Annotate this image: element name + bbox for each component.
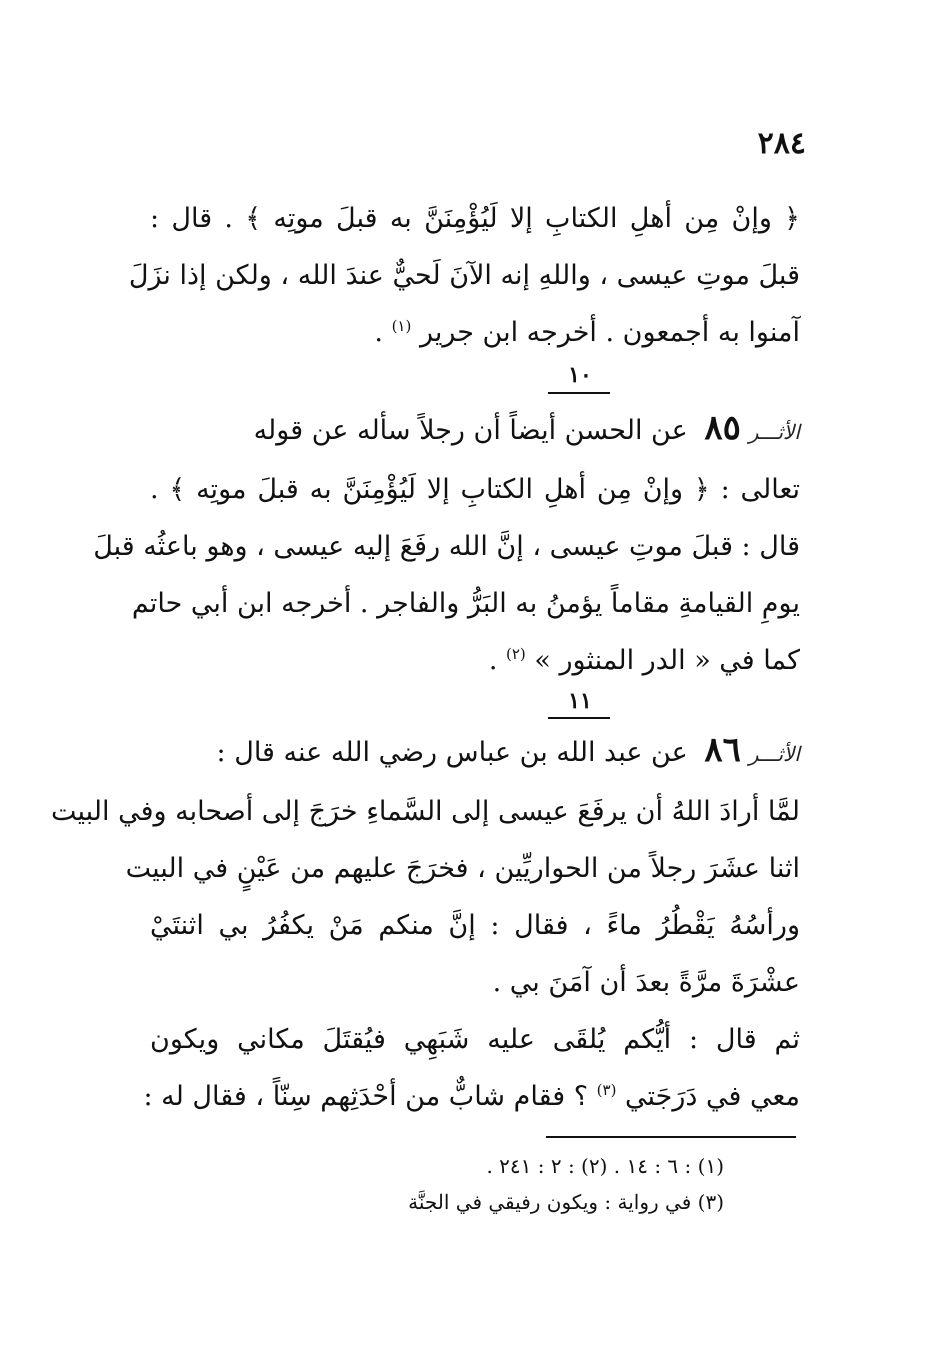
text-line-content: آمنوا به أجمعون . أخرجه ابن جرير bbox=[419, 317, 800, 348]
text-line: ثم قال : أيُّكم يُلقَى عليه شَبَهِي فيُقتَلَ مكاني ويكون bbox=[150, 1024, 800, 1055]
section-rule bbox=[548, 392, 610, 394]
text-line: تعالى : ﴿ وإنْ مِن أهلِ الكتابِ إلا لَيُؤْمِنَنَّ به قبلَ موتِه ﴾ . bbox=[150, 474, 800, 505]
line-end: ؟ فقام شابٌّ من أحْدَثِهم سِنّاً ، فقال له : bbox=[143, 1081, 597, 1112]
athar-number: ٨٥ bbox=[704, 408, 741, 448]
text-line-content: كما في « الدر المنثور » bbox=[534, 645, 800, 676]
section-number: ١٠ bbox=[568, 362, 592, 388]
text-line-content: عن عبد الله بن عباس رضي الله عنه قال : bbox=[216, 737, 688, 768]
text-line: يومِ القيامةِ مقاماً يؤمنُ به البَرُّ والفاجر . أخرجه ابن أبي حاتم bbox=[131, 588, 800, 619]
text-line bbox=[143, 1068, 800, 1125]
footnotes bbox=[408, 1148, 724, 1220]
line-end: . bbox=[374, 317, 392, 348]
text-line: ورأسُهُ يَقْطُرُ ماءً ، فقال : إنَّ منكم مَنْ يكفُرُ بي اثنتَيْ bbox=[150, 910, 800, 941]
footnote-ref: (٢) bbox=[506, 645, 526, 663]
text-line bbox=[150, 632, 800, 689]
athar-label: الأثـــر bbox=[748, 742, 800, 766]
athar-86-paragraph bbox=[50, 722, 800, 1125]
athar-label: الأثـــر bbox=[748, 420, 800, 444]
text-line: عشْرَةَ مرَّةً بعدَ أن آمَنَ بي . bbox=[492, 967, 800, 998]
section-number: ١١ bbox=[568, 688, 592, 714]
footnote-line: (١) : ٦ : ١٤ . (٢) : ٢ : ٢٤١ . bbox=[486, 1154, 724, 1178]
opening-paragraph bbox=[128, 190, 800, 361]
line-end: . bbox=[488, 645, 506, 676]
athar-85-paragraph bbox=[93, 400, 800, 689]
text-line-content: عن الحسن أيضاً أن رجلاً سأله عن قوله bbox=[253, 415, 688, 446]
text-line bbox=[150, 400, 800, 461]
text-line: ﴿ وإنْ مِن أهلِ الكتابِ إلا لَيُؤْمِنَنَّ به قبلَ موتِه ﴾ . قال : bbox=[150, 203, 800, 234]
text-line: لمَّا أرادَ اللهُ أن يرفَعَ عيسى إلى السَّماءِ خرَجَ إلى أصحابه وفي البيت bbox=[50, 796, 800, 827]
text-line: قال : قبلَ موتِ عيسى ، إنَّ الله رفَعَ إليه عيسى ، وهو باعثُه قبلَ bbox=[93, 531, 800, 562]
section-rule bbox=[548, 717, 610, 719]
text-line: اثنا عشَرَ رجلاً من الحواريِّين ، فخرَجَ عليهم من عَيْنٍ في البيت bbox=[125, 853, 800, 884]
text-line-content: معي في دَرَجَتي bbox=[625, 1081, 800, 1112]
footnote-ref: (٣) bbox=[596, 1081, 617, 1099]
text-line bbox=[150, 304, 800, 361]
page-number: ٢٨٤ bbox=[757, 126, 806, 161]
text-line bbox=[150, 722, 800, 783]
footnote-ref: (١) bbox=[391, 317, 412, 335]
footnote-separator bbox=[546, 1136, 796, 1138]
text-line: قبلَ موتِ عيسى ، واللهِ إنه الآنَ لَحيٌّ عندَ الله ، ولكن إذا نزَلَ bbox=[128, 260, 800, 291]
footnote-line: (٣) في رواية : ويكون رفيقي في الجنَّة bbox=[408, 1190, 724, 1214]
athar-number: ٨٦ bbox=[704, 730, 741, 770]
